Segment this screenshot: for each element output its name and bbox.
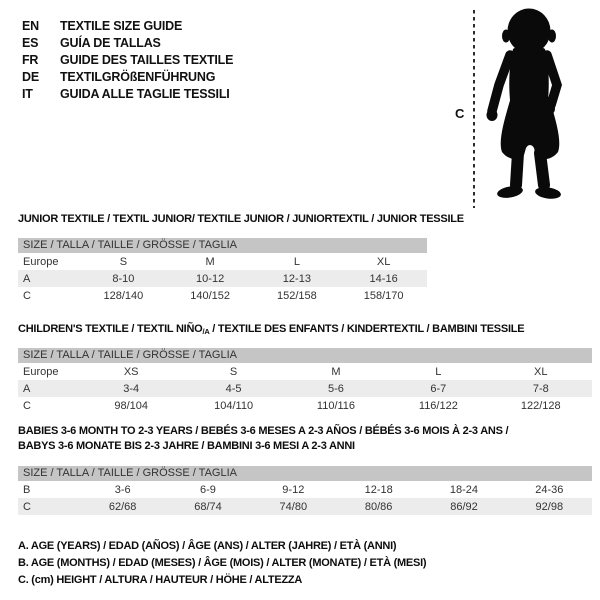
babies-table-title [18,424,508,454]
table-cell: XL [534,365,548,378]
row-label: A [23,382,31,395]
babies-title-line2: BABYS 3-6 MONATE BIS 2-3 JAHRE / BAMBINI 3-6 MESI A 2-3 ANNI [18,440,355,452]
table-cell: 116/122 [418,399,458,412]
table-cell: XS [123,365,139,378]
table-cell: 18-24 [449,483,479,496]
table-cell: 86/92 [450,500,478,513]
children-title-sub: /A [202,327,210,336]
table-row [18,380,592,397]
table-cell: 24-36 [535,483,564,496]
table-cell: L [435,365,442,378]
size-header-bar: SIZE / TALLA / TAILLE / GRÖSSE / TAGLIA [18,348,592,363]
table-cell: 104/110 [214,399,254,412]
table-cell: 98/104 [114,399,149,412]
lang-title: GUIDA ALLE TAGLIE TESSILI [60,87,230,101]
table-row [18,253,427,270]
row-label: C [23,500,31,513]
toddler-silhouette-image [486,7,570,207]
table-cell: 12-13 [282,272,311,285]
table-cell: 110/116 [316,399,356,412]
height-measure-dashed-line [473,10,475,208]
row-label: Europe [23,365,59,378]
row-label: A [23,272,31,285]
table-cell: 74/80 [279,500,308,513]
table-cell: 62/68 [108,500,137,513]
table-cell: 140/152 [190,289,230,302]
lang-code: EN [22,19,39,33]
table-cell: S [119,255,128,268]
lang-code: FR [22,53,39,67]
legend-line-c: C. (cm) HEIGHT / ALTURA / HAUTEUR / HÖHE / ALTEZZA [18,574,303,586]
lang-row-es [22,35,233,52]
table-cell: 3-6 [114,483,131,496]
measure-legend [18,538,426,589]
table-cell: 92/98 [535,500,564,513]
table-row [18,363,592,380]
table-cell: 6-7 [430,382,447,395]
table-cell: S [229,365,238,378]
table-cell: 9-12 [282,483,305,496]
table-cell: 8-10 [112,272,135,285]
lang-row-it [22,86,233,103]
size-header-bar: SIZE / TALLA / TAILLE / GRÖSSE / TAGLIA [18,466,592,481]
table-row [18,498,592,515]
children-table-title [18,322,524,339]
table-row [18,397,592,414]
lang-title: TEXTILGRÖßENFÜHRUNG [60,70,216,84]
table-cell: M [331,365,341,378]
table-row [18,481,592,498]
table-cell: 158/170 [363,289,404,302]
children-title-post: / TEXTILE DES ENFANTS / KINDERTEXTIL / BAMBINI TESSILE [209,323,525,335]
height-label-c: C [455,106,465,121]
row-label: Europe [23,255,59,268]
babies-size-table [18,466,592,515]
table-cell: 6-9 [200,483,216,496]
lang-row-de [22,69,233,86]
table-row [18,287,427,304]
lang-row-fr [22,52,233,69]
junior-table-title: JUNIOR TEXTILE / TEXTIL JUNIOR/ TEXTILE JUNIOR / JUNIORTEXTIL / JUNIOR TESSILE [18,213,464,225]
lang-code: DE [22,70,39,84]
lang-code: IT [22,87,33,101]
table-cell: 68/74 [194,500,222,513]
lang-title: TEXTILE SIZE GUIDE [60,19,183,33]
table-cell: XL [376,255,391,268]
legend-line-b: B. AGE (MONTHS) / EDAD (MESES) / ÂGE (MOIS) / ALTER (MONATE) / ETÀ (MESI) [18,557,427,569]
lang-code: ES [22,36,39,50]
table-cell: 122/128 [520,399,561,412]
children-size-table [18,348,592,414]
lang-title: GUIDE DES TAILLES TEXTILE [60,53,234,67]
babies-title-line1: BABIES 3-6 MONTH TO 2-3 YEARS / BEBÉS 3-6 MESES A 2-3 AÑOS / BÉBÉS 3-6 MOIS À 2-3 ANS / [18,425,509,437]
table-cell: 128/140 [103,289,144,302]
table-cell: 80/86 [364,500,393,513]
size-header-bar: SIZE / TALLA / TAILLE / GRÖSSE / TAGLIA [18,238,427,253]
table-cell: L [293,255,300,268]
table-cell: 3-4 [123,382,140,395]
table-cell: 4-5 [225,382,242,395]
table-cell: 10-12 [196,272,225,285]
row-label: C [23,289,31,302]
row-label: B [23,483,31,496]
children-title-pre: CHILDREN'S TEXTILE / TEXTIL NIÑO [18,323,203,335]
table-cell: 152/158 [276,289,317,302]
language-title-list [22,18,233,103]
table-cell: 7-8 [532,382,549,395]
lang-title: GUÍA DE TALLAS [60,36,161,50]
table-row [18,270,427,287]
junior-size-table [18,238,427,304]
table-cell: 12-18 [364,483,393,496]
legend-line-a: A. AGE (YEARS) / EDAD (AÑOS) / ÂGE (ANS) / ALTER (JAHRE) / ETÀ (ANNI) [18,540,397,552]
table-cell: M [205,255,215,268]
row-label: C [23,399,31,412]
lang-row-en [22,18,233,35]
table-cell: 5-6 [328,382,344,395]
table-cell: 14-16 [369,272,398,285]
